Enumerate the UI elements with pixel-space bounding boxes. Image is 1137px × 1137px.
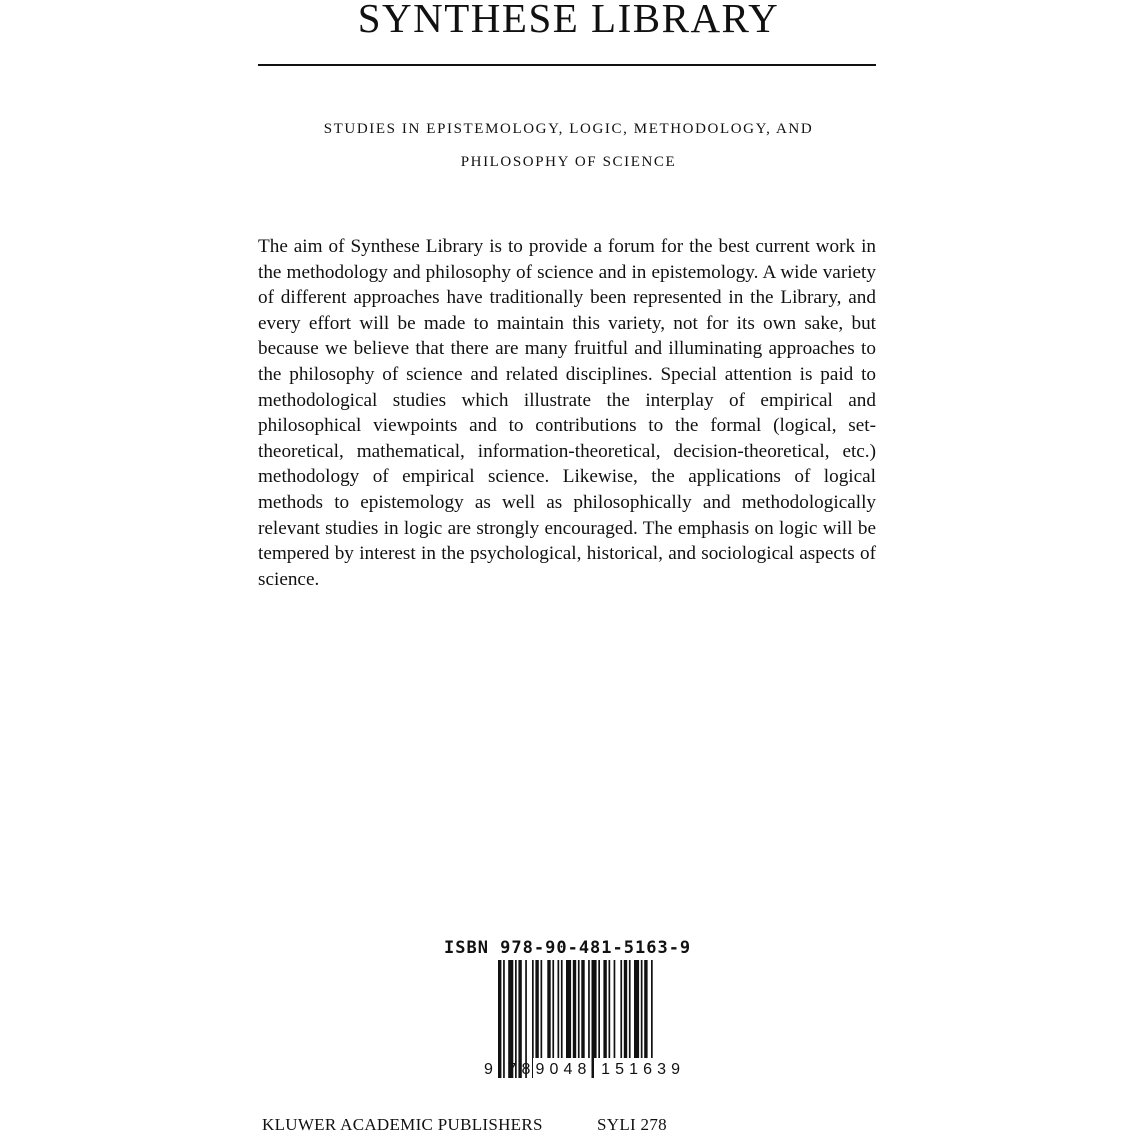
isbn-barcode-block	[440, 938, 700, 1088]
barcode-digits: 9 789048 151639	[484, 1061, 680, 1078]
series-code: SYLI 278	[597, 1115, 667, 1134]
isbn-label: ISBN 978-90-481-5163-9	[444, 938, 692, 958]
series-subtitle-line-1: STUDIES IN EPISTEMOLOGY, LOGIC, METHODOLOGY, AND	[323, 121, 814, 137]
series-subtitle-line-2: PHILOSOPHY OF SCIENCE	[460, 154, 677, 170]
series-title: SYNTHESE LIBRARY	[357, 0, 780, 41]
series-description: The aim of Synthese Library is to provide a forum for the best current work in the methodology and philosophy of science and in epistemology. A wide variety of different approaches have traditionally been represented in the Library, and every effort will be made to maintain this variety, not for its own sake, but because we believe that there are many fruitful and illuminating approaches to the philosophy of science and related disciplines. Special attention is paid to methodological studies which illustrate the interplay of empirical and philosophical viewpoints and to contributions to the formal (logical, set-theoretical, mathematical, information-theoretical, decision-theoretical, etc.) methodology of empirical science. Likewise, the applications of logical methods to epistemology as well as philosophically and methodologically relevant studies in logic are strongly encouraged. The emphasis on logic will be tempered by interest in the psychological, historical, and sociological aspects of science.	[258, 236, 876, 590]
barcode-image	[480, 960, 690, 1082]
publisher-name: KLUWER ACADEMIC PUBLISHERS	[262, 1115, 543, 1134]
title-rule	[258, 64, 876, 66]
